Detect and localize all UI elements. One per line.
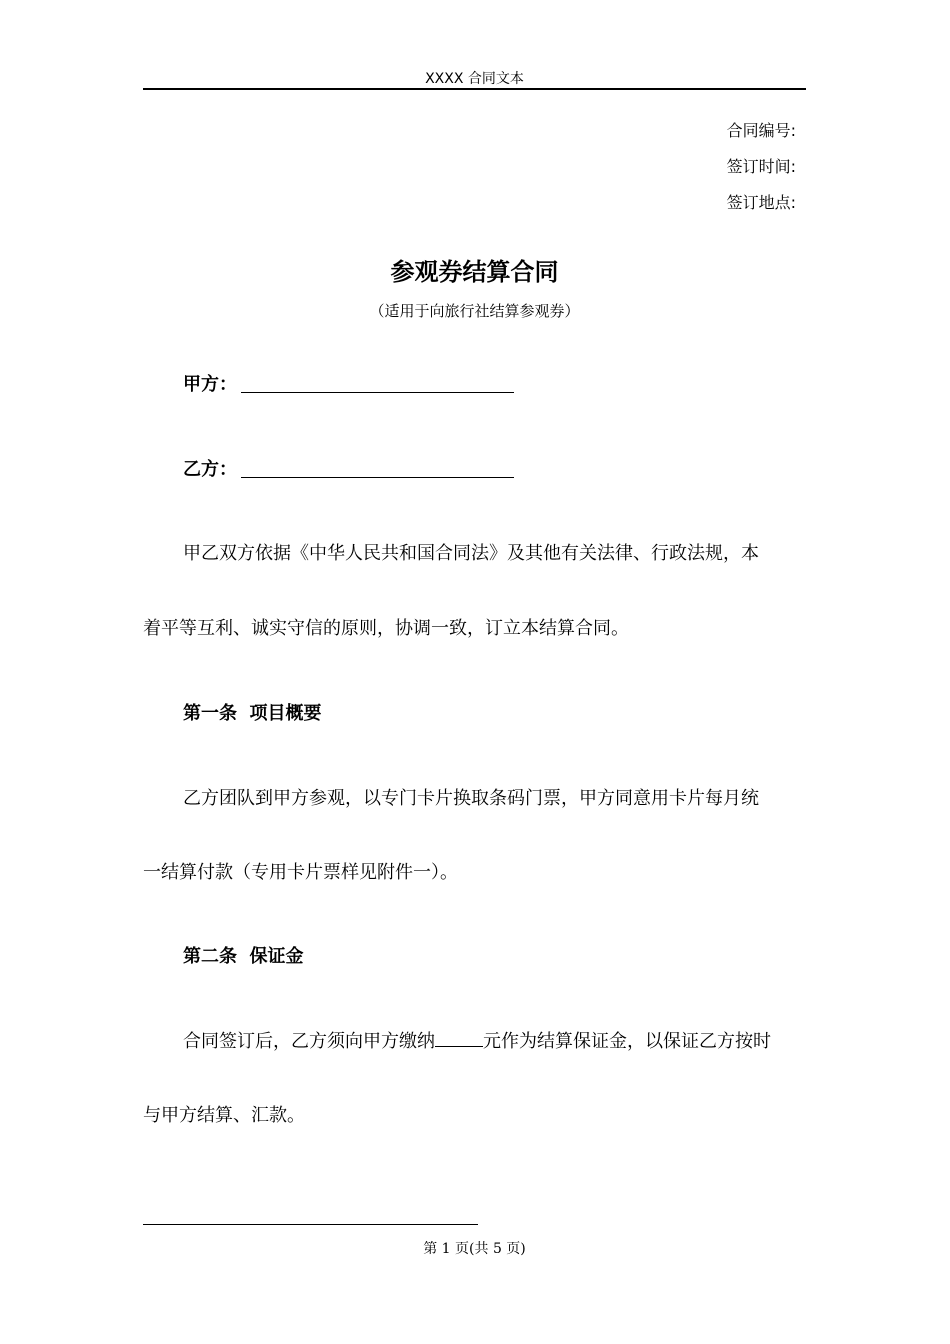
contract-subtitle: （适用于向旅行社结算参观券） [369,302,580,320]
contract-number-label: 合同编号: [726,121,796,140]
article-1-line-2: 一结算付款（专用卡片票样见附件一）。 [143,862,458,883]
sign-place-label: 签订地点: [726,193,796,212]
party-a-label: 甲方： [183,374,237,395]
article-2-number: 第二条 [183,946,237,967]
contract-title: 参观券结算合同 [390,258,559,286]
party-b-label: 乙方： [183,459,237,480]
article-2-title: 保证金 [249,946,304,967]
article-2-line-1-before: 合同签订后，乙方须向甲方缴纳 [183,1031,435,1052]
deposit-amount-blank [435,1028,483,1047]
article-2-heading [183,942,304,968]
header-divider [143,88,806,90]
article-1-heading [183,699,322,725]
footer-divider [143,1224,478,1225]
intro-paragraph-line-2: 着平等互利、诚实守信的原则，协调一致，订立本结算合同。 [143,618,629,639]
article-1-number: 第一条 [183,703,237,724]
party-a-fill-line [241,392,514,393]
party-b-fill-line [241,477,514,478]
article-1-title: 项目概要 [249,703,322,724]
article-2-line-1 [143,1027,853,1053]
intro-paragraph-line-1: 甲乙双方依据《中华人民共和国合同法》及其他有关法律、行政法规，本 [183,543,759,564]
document-header: XXXX 合同文本 [425,71,524,87]
sign-time-label: 签订时间: [726,157,796,176]
article-2-line-2: 与甲方结算、汇款。 [143,1105,305,1126]
article-1-line-1: 乙方团队到甲方参观，以专门卡片换取条码门票，甲方同意用卡片每月统 [183,788,759,809]
page-number: 第 1 页(共 5 页) [423,1241,526,1257]
article-2-line-1-after: 元作为结算保证金，以保证乙方按时 [483,1031,771,1052]
